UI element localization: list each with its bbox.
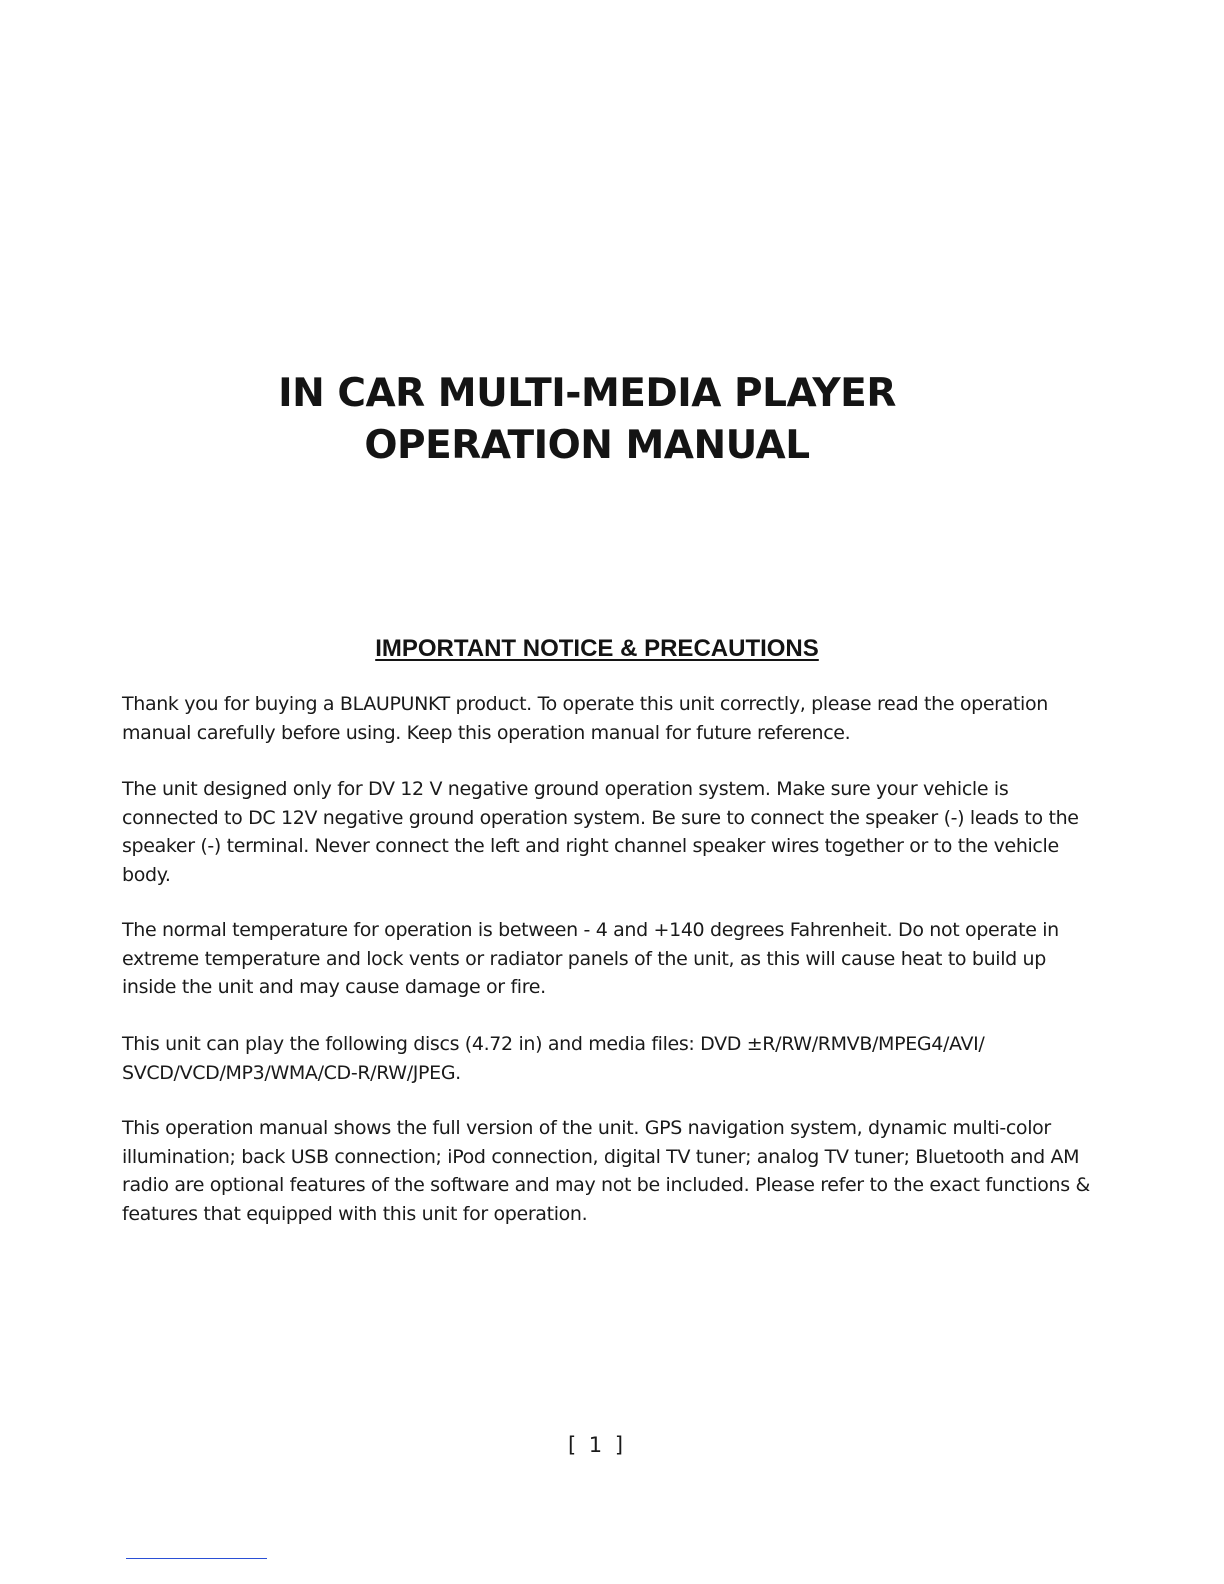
page-number: [ 1 ] (567, 1433, 627, 1457)
notice-paragraph-optional-features: This operation manual shows the full version of the unit. GPS navigation system, dynamic multi-color illumination; back USB connection; iPod connection, digital TV tuner; analog TV tuner; Bluetooth and AM radio are optional features of the software and may not be included. Please refer to the exact functions & features that equipped with this unit for operation. (122, 1117, 1090, 1225)
bottom-divider-line (126, 1558, 267, 1559)
manual-title-line-2: OPERATION MANUAL (364, 423, 810, 468)
notice-heading-text: IMPORTANT NOTICE & PRECAUTIONS (375, 635, 819, 662)
notice-paragraph-thank-you: Thank you for buying a BLAUPUNKT product. To operate this unit correctly, please read the operation manual carefully before using. Keep this operation manual for future reference. (122, 693, 1048, 744)
manual-title-line-1: IN CAR MULTI-MEDIA PLAYER (278, 371, 896, 416)
notice-paragraph-temperature: The normal temperature for operation is between - 4 and +140 degrees Fahrenheit. Do not operate in extreme temperature and lock vents or radiator panels of the unit, as this will cause heat to build up inside the unit and may cause damage or fire. (122, 919, 1059, 998)
notice-paragraph-power-system: The unit designed only for DV 12 V negative ground operation system. Make sure your vehicle is connected to DC 12V negative ground operation system. Be sure to connect the speaker (-) leads to the speaker (-) terminal. Never connect the left and right channel speaker wires together or to the vehicle body. (122, 778, 1079, 886)
notice-paragraph-media-formats: This unit can play the following discs (4.72 in) and media files: DVD ±R/RW/RMVB/MPEG4/AVI/ SVCD/VCD/MP3/WMA/CD-R/RW/JPEG. (122, 1033, 985, 1084)
notice-heading (0, 634, 1194, 664)
